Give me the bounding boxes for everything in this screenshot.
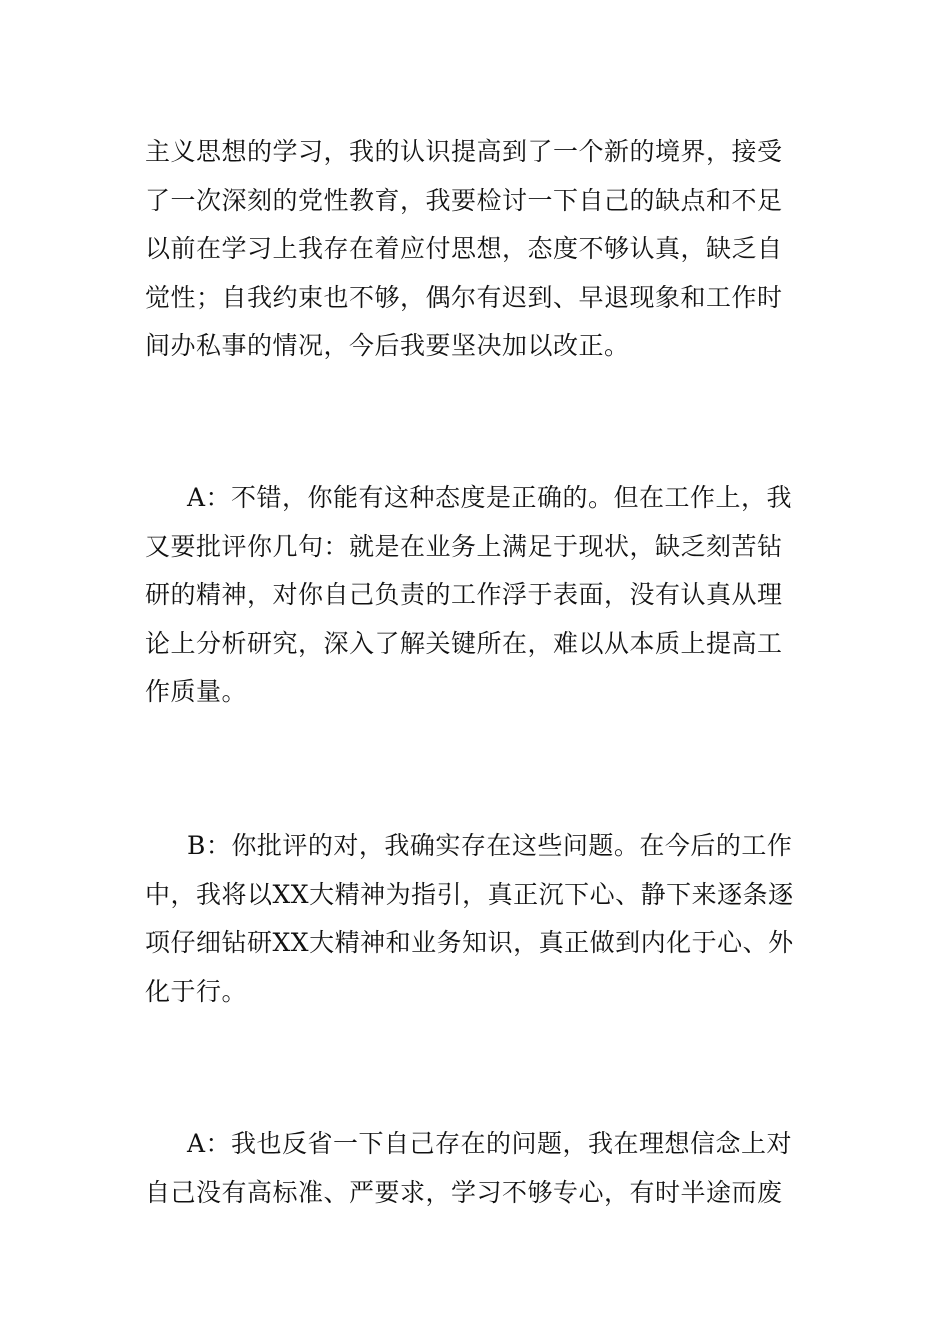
- text-line: 主义思想的学习，我的认识提高到了一个新的境界，接受: [145, 137, 783, 166]
- text-line: 化于行。: [145, 976, 248, 1006]
- paragraph-a-self-reflection: [145, 1120, 811, 1217]
- text-line: 研的精神，对你自己负责的工作浮于表面，没有认真从理: [145, 580, 783, 609]
- text-line: 了一次深刻的党性教育，我要检讨一下自己的缺点和不足: [145, 185, 783, 215]
- text-line: 中，我将以XX大精神为指引，真正沉下心、静下来逐条逐: [145, 879, 794, 909]
- text-line: 以前在学习上我存在着应付思想，态度不够认真，缺乏自: [145, 234, 783, 263]
- text-line: 论上分析研究，深入了解关键所在，难以从本质上提高工: [145, 628, 783, 658]
- text-line: 又要批评你几句：就是在业务上满足于现状，缺乏刻苦钻: [145, 531, 783, 561]
- text-line: A：我也反省一下自己存在的问题，我在理想信念上对: [187, 1129, 793, 1158]
- paragraph-b-response: [145, 822, 811, 1016]
- text-line: 觉性；自我约束也不够，偶尔有迟到、早退现象和工作时: [145, 282, 783, 312]
- text-line: 间办私事的情况，今后我要坚决加以改正。: [145, 331, 630, 360]
- paragraph-self-criticism-continued: [145, 128, 811, 371]
- paragraph-a-criticism: [145, 474, 811, 717]
- text-line: A：不错，你能有这种态度是正确的。但在工作上，我: [187, 483, 793, 512]
- text-line: 自己没有高标准、严要求，学习不够专心，有时半途而废: [145, 1177, 783, 1207]
- text-line: 作质量。: [145, 677, 248, 706]
- text-line: 项仔细钻研XX大精神和业务知识，真正做到内化于心、外: [145, 928, 794, 957]
- text-line: B：你批评的对，我确实存在这些问题。在今后的工作: [187, 831, 793, 860]
